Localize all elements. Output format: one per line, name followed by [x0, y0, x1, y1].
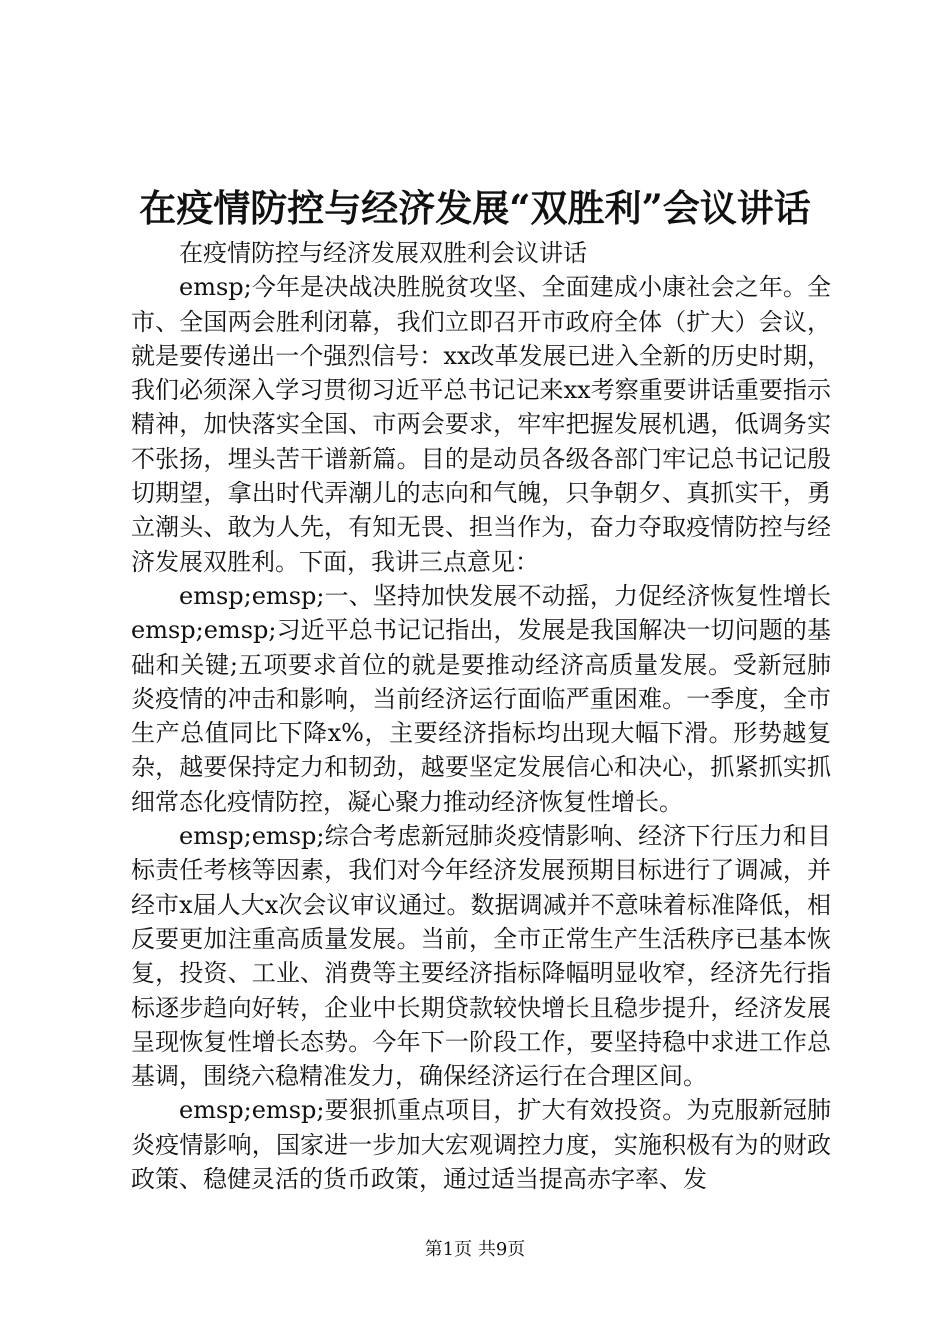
paragraph-intro: emsp;今年是决战决胜脱贫攻坚、全面建成小康社会之年。全市、全国两会胜利闭幕，我们立即召开市政府全体（扩大）会议，就是要传递出一个强烈信号：xx改革发展已进入全新的历史时期，我们必须深入学习贯彻习近平总书记记来xx考察重要讲话重要指示精神，加快落实全国、市两会要求，牢牢把握发展机遇，低调务实不张扬，埋头苦干谱新篇。目的是动员各级各部门牢记总书记记殷切期望，拿出时代弄潮儿的志向和气魄，只争朝夕、真抓实干，勇立潮头、敢为人先，有知无畏、担当作为，奋力夺取疫情防控与经济发展双胜利。下面，我讲三点意见： — [131, 273, 831, 576]
page-footer: 第1页 共9页 — [424, 1239, 526, 1260]
document-title: 在疫情防控与经济发展“双胜利”会议讲话 — [139, 186, 811, 230]
paragraph-targets: emsp;emsp;综合考虑新冠肺炎疫情影响、经济下行压力和目标责任考核等因素，我们对今年经济发展预期目标进行了调减，并经市x届人大x次会议审议通过。数据调减并不意味着标准降低，相反要更加注重高质量发展。当前，全市正常生产生活秩序已基本恢复，投资、工业、消费等主要经济指标降幅明显收窄，经济先行指标逐步趋向好转，企业中长期贷款较快增长且稳步提升，经济发展呈现恢复性增长态势。今年下一阶段工作，要坚持稳中求进工作总基调，围绕六稳精准发力，确保经济运行在合理区间。 — [131, 822, 831, 1091]
paragraph-investment: emsp;emsp;要狠抓重点项目，扩大有效投资。为克服新冠肺炎疫情影响，国家进一步加大宏观调控力度，实施积极有为的财政政策、稳健灵活的货币政策，通过适当提高赤字率、发 — [131, 1096, 831, 1194]
paragraph-subtitle: 在疫情防控与经济发展双胜利会议讲话 — [179, 239, 587, 267]
paragraph-section-one: emsp;emsp;一、坚持加快发展不动摇，力促经济恢复性增长emsp;emsp;习近平总书记记指出，发展是我国解决一切问题的基础和关键;五项要求首位的就是要推动经济高质量发展。受新冠肺炎疫情的冲击和影响，当前经济运行面临严重困难。一季度，全市生产总值同比下降x%，主要经济指标均出现大幅下滑。形势越复杂，越要保持定力和韧劲，越要坚定发展信心和决心，抓紧抓实抓细常态化疫情防控，凝心聚力推动经济恢复性增长。 — [131, 581, 831, 816]
document-body — [131, 236, 831, 1196]
